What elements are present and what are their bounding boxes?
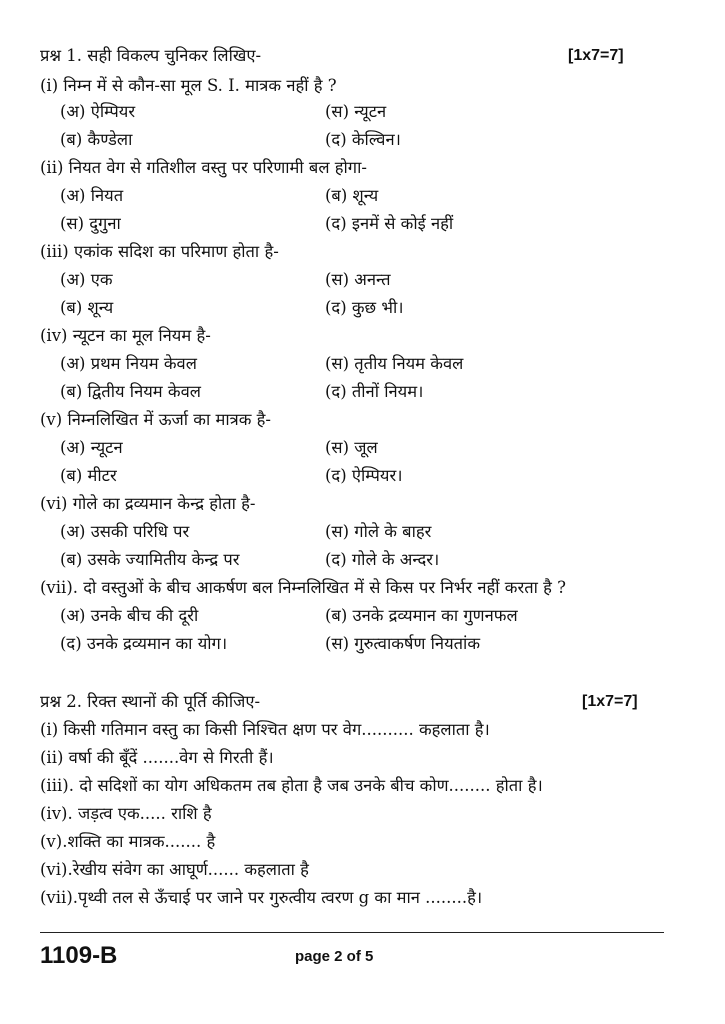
option: (अ) न्यूटन <box>60 438 123 457</box>
fill-blank-item <box>0 800 725 828</box>
option-row <box>0 630 725 658</box>
option: (स) न्यूटन <box>325 102 387 121</box>
option: (अ) प्रथम नियम केवल <box>60 354 197 373</box>
question-1 <box>0 72 725 100</box>
fill-blank-item <box>0 884 725 912</box>
question-text: (iv) न्यूटन का मूल नियम है- <box>40 326 211 345</box>
option-row <box>0 266 725 294</box>
fill-blank-text: (v).शक्ति का मात्रक....... है <box>40 832 216 851</box>
section1-marks: [1x7=7] <box>568 47 624 64</box>
option-row <box>0 518 725 546</box>
option: (अ) उनके बीच की दूरी <box>60 606 199 625</box>
fill-blank-text: (ii) वर्षा की बूँदें .......वेग से गिरती हैं। <box>40 748 274 767</box>
option: (द) कुछ भी। <box>325 298 404 317</box>
option: (द) केल्विन। <box>325 130 401 149</box>
option-row <box>0 434 725 462</box>
page-number: page 2 of 5 <box>295 948 374 965</box>
question-6 <box>0 490 725 518</box>
option: (ब) शून्य <box>60 298 114 317</box>
fill-blank-item <box>0 856 725 884</box>
question-text: (iii) एकांक सदिश का परिमाण होता है- <box>40 242 279 261</box>
option: (स) गोले के बाहर <box>325 522 432 541</box>
option: (स) दुगुना <box>60 214 121 233</box>
option: (द) तीनों नियम। <box>325 382 424 401</box>
section2-header <box>0 688 725 716</box>
option-row <box>0 546 725 574</box>
fill-blank-text: (iv). जड़त्व एक..... राशि है <box>40 804 212 823</box>
option: (स) अनन्त <box>325 270 391 289</box>
option: (ब) मीटर <box>60 466 117 485</box>
option: (स) तृतीय नियम केवल <box>325 354 464 373</box>
option: (स) जूल <box>325 438 378 457</box>
option: (द) उनके द्रव्यमान का योग। <box>60 634 228 653</box>
section1-header <box>0 42 725 70</box>
paper-code: 1109-B <box>40 942 118 969</box>
question-text: (ii) नियत वेग से गतिशील वस्तु पर परिणामी बल होगा- <box>40 158 367 177</box>
question-text: (i) निम्न में से कौन-सा मूल S. I. मात्रक नहीं है ? <box>40 76 337 95</box>
option: (द) गोले के अन्दर। <box>325 550 440 569</box>
question-2 <box>0 154 725 182</box>
option: (अ) उसकी परिधि पर <box>60 522 190 541</box>
section2-marks: [1x7=7] <box>582 693 638 710</box>
option: (ब) उसके ज्यामितीय केन्द्र पर <box>60 550 240 569</box>
option: (द) ऐम्पियर। <box>325 466 403 485</box>
option: (द) इनमें से कोई नहीं <box>325 214 454 233</box>
option: (ब) कैण्डेला <box>60 130 133 149</box>
option-row <box>0 210 725 238</box>
option: (अ) एक <box>60 270 113 289</box>
section1-heading: प्रश्न 1. सही विकल्प चुनिकर लिखिए- <box>40 46 262 65</box>
fill-blank-text: (vi).रेखीय संवेग का आघूर्ण...... कहलाता है <box>40 860 309 879</box>
option-row <box>0 350 725 378</box>
question-text: (v) निम्नलिखित में ऊर्जा का मात्रक है- <box>40 410 271 429</box>
fill-blank-item <box>0 744 725 772</box>
option-row <box>0 378 725 406</box>
footer-divider <box>40 932 664 933</box>
option: (ब) शून्य <box>325 186 379 205</box>
question-7 <box>0 574 725 602</box>
option-row <box>0 98 725 126</box>
fill-blank-text: (vii).पृथ्वी तल से ऊँचाई पर जाने पर गुरुत्वीय त्वरण g का मान ........है। <box>40 888 483 907</box>
option: (अ) ऐम्पियर <box>60 102 136 121</box>
question-text: (vii). दो वस्तुओं के बीच आकर्षण बल निम्नलिखित में से किस पर निर्भर नहीं करता है ? <box>40 578 566 597</box>
option: (अ) नियत <box>60 186 124 205</box>
fill-blank-text: (i) किसी गतिमान वस्तु का किसी निश्चित क्षण पर वेग.......... कहलाता है। <box>40 720 490 739</box>
question-4 <box>0 322 725 350</box>
option-row <box>0 182 725 210</box>
question-text: (vi) गोले का द्रव्यमान केन्द्र होता है- <box>40 494 256 513</box>
fill-blank-item <box>0 716 725 744</box>
option: (ब) द्वितीय नियम केवल <box>60 382 201 401</box>
option-row <box>0 126 725 154</box>
option-row <box>0 602 725 630</box>
question-5 <box>0 406 725 434</box>
fill-blank-item <box>0 828 725 856</box>
option: (ब) उनके द्रव्यमान का गुणनफल <box>325 606 518 625</box>
fill-blank-text: (iii). दो सदिशों का योग अधिकतम तब होता है जब उनके बीच कोण........ होता है। <box>40 776 543 795</box>
option-row <box>0 294 725 322</box>
section2-heading: प्रश्न 2. रिक्त स्थानों की पूर्ति कीजिए- <box>40 692 261 711</box>
option: (स) गुरुत्वाकर्षण नियतांक <box>325 634 480 653</box>
fill-blank-item <box>0 772 725 800</box>
question-3 <box>0 238 725 266</box>
option-row <box>0 462 725 490</box>
